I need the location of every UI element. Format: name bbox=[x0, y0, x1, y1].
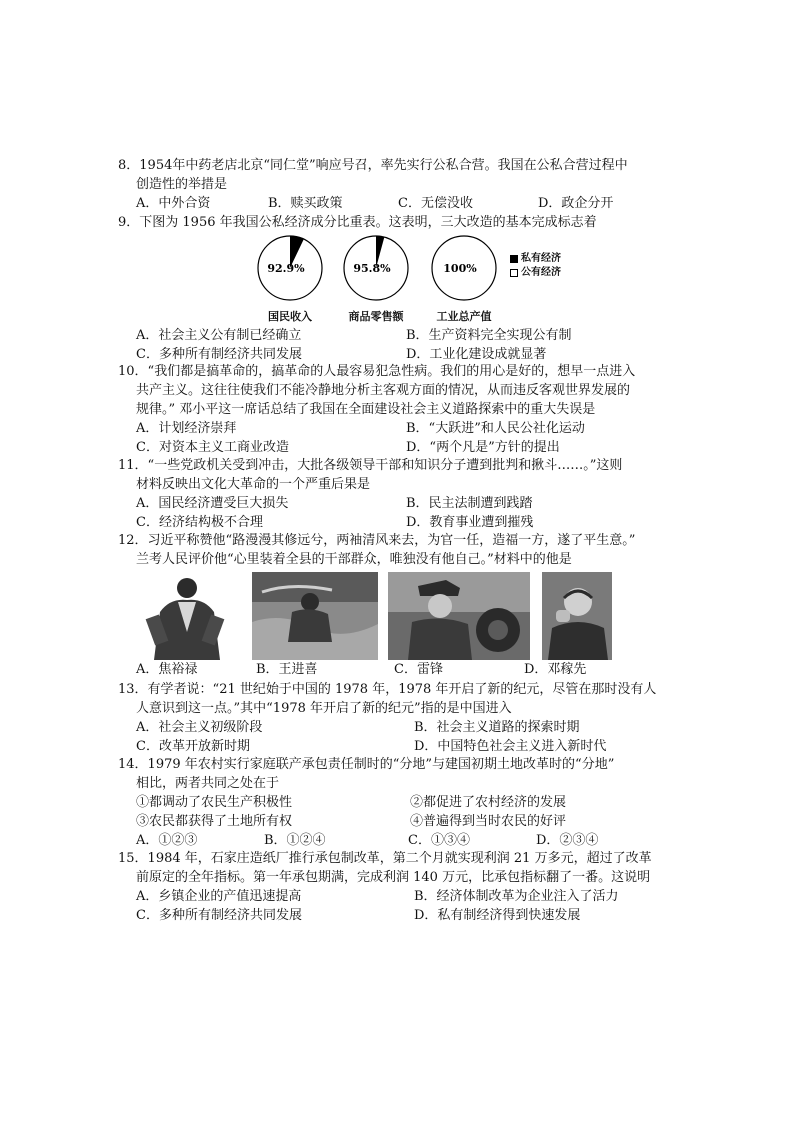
pie-1 bbox=[344, 236, 408, 300]
pie-label-1: 商品零售额 bbox=[348, 310, 404, 323]
question-12-stem-line-1: 12．习近平称赞他“路漫漫其修远兮，两袖清风来去，为官一任，造福一方，遂了平生意。” bbox=[118, 533, 636, 548]
option-b: B．生产资料完全实现公有制 bbox=[406, 328, 572, 343]
question-9-options-row-1 bbox=[118, 326, 698, 345]
question-12-stem-line-2: 兰考人民评价他“心里装着全县的干部群众，唯独没有他自己。”材料中的他是 bbox=[136, 552, 572, 567]
option-d: D．②③④ bbox=[536, 833, 599, 848]
photo-jiao-yulu bbox=[140, 572, 230, 660]
pie-0-value-label: 92.9% bbox=[267, 262, 305, 275]
question-15 bbox=[118, 849, 698, 925]
option-c: C．①③④ bbox=[408, 833, 470, 848]
question-15-stem-line-2: 前原定的全年指标。第一年承包期满，完成利润 140 万元，比承包指标翻了一番。这说明 bbox=[136, 870, 651, 885]
pie-label-2: 工业总产值 bbox=[436, 310, 492, 323]
pie-2-value-label: 100% bbox=[443, 262, 477, 275]
question-8-options bbox=[118, 194, 698, 213]
pie-chart-group bbox=[252, 234, 582, 326]
option-b: B．①②④ bbox=[264, 833, 326, 848]
option-b: B．王进喜 bbox=[256, 662, 318, 677]
question-14-items-row-2 bbox=[118, 812, 698, 831]
photo-wang-jinxi bbox=[252, 572, 378, 660]
pie-2 bbox=[432, 236, 496, 300]
photo-lei-feng bbox=[388, 572, 530, 660]
question-14-stem-line-1: 14．1979 年农村实行家庭联产承包责任制时的“分地”与建国初期土地改革时的“分地” bbox=[118, 757, 615, 772]
question-10-stem-line-3: 规律。” 邓小平这一席话总结了我国在全面建设社会主义道路探索中的重大失误是 bbox=[136, 402, 596, 417]
question-15-stem-line-1: 15．1984 年，石家庄造纸厂推行承包制改革，第二个月就实现利润 21 万多元，超过了改革 bbox=[118, 851, 652, 866]
option-c: C．雷锋 bbox=[394, 662, 443, 677]
option-b: B．赎买政策 bbox=[268, 196, 343, 211]
question-10-stem-line-1: 10．“我们都是搞革命的，搞革命的人最容易犯急性病。我们的用心是好的，想早一点进入 bbox=[118, 364, 636, 379]
question-10-options-row-1 bbox=[118, 419, 698, 438]
option-a: A．社会主义初级阶段 bbox=[136, 720, 263, 735]
question-12-options bbox=[118, 660, 698, 679]
legend-label-private: 私有经济 bbox=[521, 253, 561, 264]
option-b: B．经济体制改革为企业注入了活力 bbox=[414, 889, 619, 904]
option-d: D．中国特色社会主义进入新时代 bbox=[414, 739, 607, 754]
photo-b-image bbox=[252, 572, 378, 660]
option-a: A．社会主义公有制已经确立 bbox=[136, 328, 302, 343]
question-15-options-row-2 bbox=[118, 906, 698, 925]
option-a: A．国民经济遭受巨大损失 bbox=[136, 496, 289, 511]
option-b: B．民主法制遭到践踏 bbox=[406, 496, 533, 511]
question-10 bbox=[118, 362, 698, 457]
option-d: D．工业化建设成就显著 bbox=[406, 347, 547, 362]
question-13-options-row-1 bbox=[118, 718, 698, 737]
option-c: C．多种所有制经济共同发展 bbox=[136, 908, 302, 923]
option-c: C．无偿没收 bbox=[398, 196, 473, 211]
option-b: B．社会主义道路的探索时期 bbox=[414, 720, 580, 735]
option-c: C．经济结构极不合理 bbox=[136, 515, 263, 530]
pie-0 bbox=[258, 236, 322, 300]
option-d: D．教育事业遭到摧残 bbox=[406, 515, 534, 530]
question-11-options-row-1 bbox=[118, 494, 698, 513]
pie-1-value-label: 95.8% bbox=[353, 262, 391, 275]
question-11 bbox=[118, 456, 698, 532]
photo-d-image bbox=[542, 572, 612, 660]
option-d: D．政企分开 bbox=[538, 196, 614, 211]
question-14-options bbox=[118, 831, 698, 850]
question-12-options-block bbox=[118, 660, 698, 679]
question-14 bbox=[118, 755, 698, 850]
question-10-stem-line-2: 共产主义。这往往使我们不能冷静地分析主客观方面的情况，从而违反客观世界发展的 bbox=[136, 383, 631, 398]
statement-1: ①都调动了农民生产积极性 bbox=[136, 795, 293, 810]
question-13-stem-line-2: 人意识到这一点。”其中“1978 年开启了新的纪元”指的是中国进入 bbox=[136, 701, 512, 716]
option-a: A．中外合资 bbox=[136, 196, 211, 211]
photo-a-image bbox=[140, 572, 230, 660]
legend-swatch-public bbox=[510, 269, 518, 277]
legend-label-public: 公有经济 bbox=[521, 267, 561, 278]
question-9-options-block bbox=[118, 326, 698, 364]
statement-4: ④普遍得到当时农民的好评 bbox=[410, 814, 567, 829]
legend-swatch-private bbox=[510, 255, 518, 263]
question-14-items-row-1 bbox=[118, 793, 698, 812]
pie-legend bbox=[510, 252, 561, 280]
option-a: A．焦裕禄 bbox=[136, 662, 198, 677]
statement-3: ③农民都获得了土地所有权 bbox=[136, 814, 293, 829]
option-d: D．私有制经济得到快速发展 bbox=[414, 908, 581, 923]
question-15-options-row-1 bbox=[118, 887, 698, 906]
option-d: D．邓稼先 bbox=[524, 662, 587, 677]
question-8-stem-line-1: 8．1954年中药老店北京“同仁堂”响应号召，率先实行公私合营。我国在公私合营过程中 bbox=[118, 158, 628, 173]
option-a: A．①②③ bbox=[136, 833, 198, 848]
portrait-photos bbox=[140, 572, 620, 660]
pie-label-0: 国民收入 bbox=[268, 310, 312, 323]
question-13-stem-line-1: 13．有学者说：“21 世纪始于中国的 1978 年，1978 年开启了新的纪元，尽管在那时没有人 bbox=[118, 682, 657, 697]
legend-item-private bbox=[510, 252, 561, 266]
option-d: D．“两个凡是”方针的提出 bbox=[406, 440, 560, 455]
option-a: A．乡镇企业的产值迅速提高 bbox=[136, 889, 302, 904]
statement-2: ②都促进了农村经济的发展 bbox=[410, 795, 567, 810]
question-8 bbox=[118, 156, 698, 213]
photo-deng-jiaxian bbox=[542, 572, 612, 660]
option-b: B．“大跃进”和人民公社化运动 bbox=[406, 421, 585, 436]
question-12 bbox=[118, 531, 698, 569]
option-c: C．对资本主义工商业改造 bbox=[136, 440, 289, 455]
question-8-stem-line-2: 创造性的举措是 bbox=[136, 177, 228, 192]
question-10-options-row-2 bbox=[118, 438, 698, 457]
question-14-stem-line-2: 相比，两者共同之处在于 bbox=[136, 776, 280, 791]
pie-charts bbox=[252, 234, 502, 304]
question-11-stem-line-1: 11．“一些党政机关受到冲击，大批各级领导干部和知识分子遭到批判和揪斗……。”这则 bbox=[118, 458, 623, 473]
option-a: A．计划经济崇拜 bbox=[136, 421, 237, 436]
option-c: C．改革开放新时期 bbox=[136, 739, 250, 754]
photo-c-image bbox=[388, 572, 530, 660]
legend-item-public bbox=[510, 266, 561, 280]
question-9 bbox=[118, 213, 698, 232]
question-11-options-row-2 bbox=[118, 513, 698, 532]
option-c: C．多种所有制经济共同发展 bbox=[136, 347, 302, 362]
question-9-stem: 9．下图为 1956 年我国公私经济成分比重表。这表明，三大改造的基本完成标志着 bbox=[118, 215, 597, 230]
question-13-options-row-2 bbox=[118, 737, 698, 756]
question-11-stem-line-2: 材料反映出文化大革命的一个严重后果是 bbox=[136, 477, 371, 492]
question-13 bbox=[118, 680, 698, 756]
